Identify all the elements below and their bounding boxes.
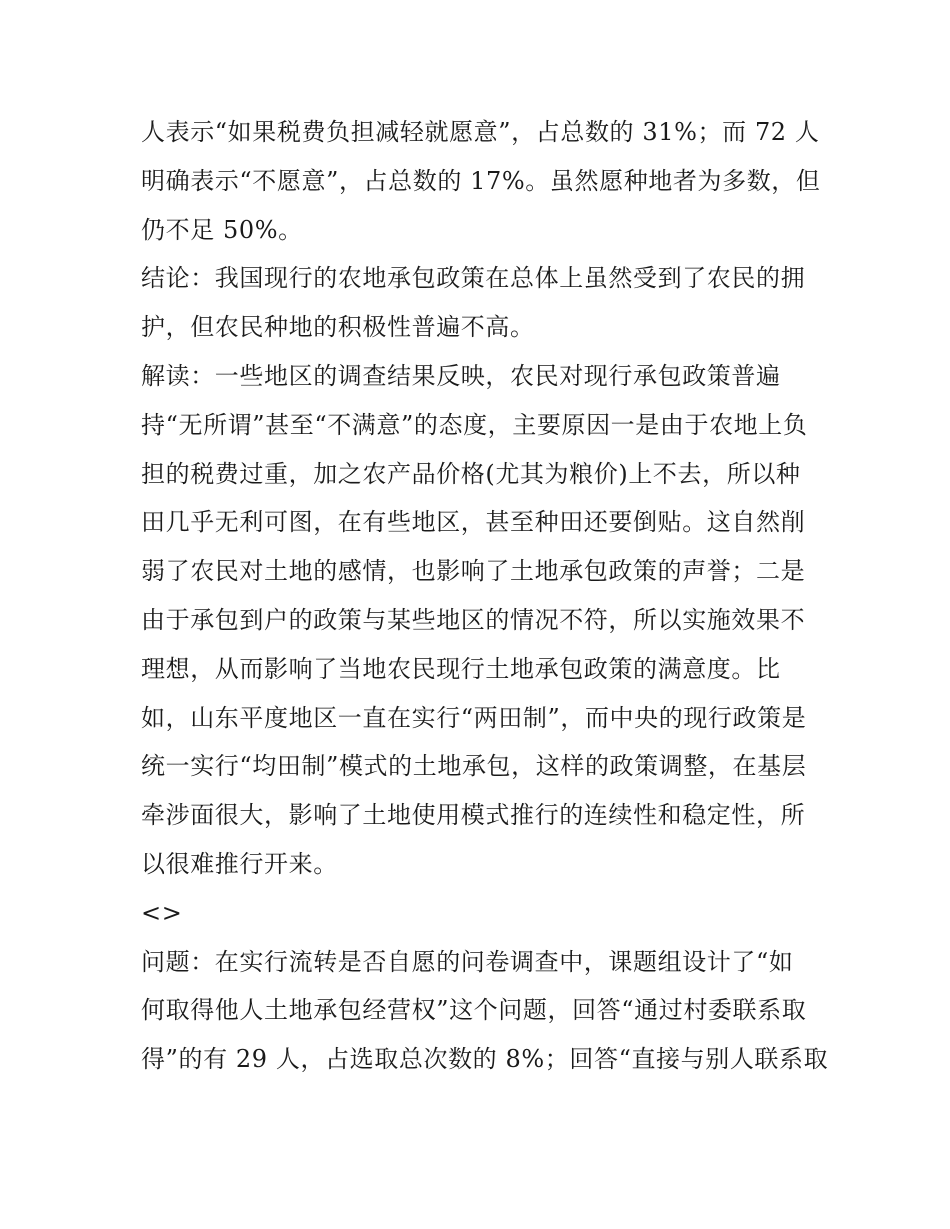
text-line: 田几乎无利可图，在有些地区，甚至种田还要倒贴。这自然削 [141, 508, 806, 537]
text-line: 明确表示“不愿意”，占总数的 17%。虽然愿种地者为多数，但 [141, 166, 821, 195]
text-line: 由于承包到户的政策与某些地区的情况不符，所以实施效果不 [141, 605, 806, 634]
text-line: 理想，从而影响了当地农民现行土地承包政策的满意度。比 [141, 654, 781, 683]
text-line: 何取得他人土地承包经营权”这个问题，回答“通过村委联系取 [141, 996, 807, 1025]
text-line: <> [141, 898, 183, 927]
text-line: 弱了农民对土地的感情，也影响了土地承包政策的声誉；二是 [141, 557, 806, 586]
text-line: 如，山东平度地区一直在实行“两田制”，而中央的现行政策是 [141, 703, 807, 732]
text-line: 仍不足 50%。 [141, 215, 303, 244]
text-line: 以很难推行开来。 [141, 849, 338, 878]
body-text [141, 108, 829, 1084]
text-line: 牵涉面很大，影响了土地使用模式推行的连续性和稳定性，所 [141, 801, 806, 830]
text-line: 担的税费过重，加之农产品价格(尤其为粮价)上不去，所以种 [141, 459, 801, 488]
text-line: 持“无所谓”甚至“不满意”的态度，主要原因一是由于农地上负 [141, 410, 808, 439]
text-line: 解读：一些地区的调查结果反映，农民对现行承包政策普遍 [141, 361, 781, 390]
text-line: 统一实行“均田制”模式的土地承包，这样的政策调整，在基层 [141, 752, 807, 781]
text-line: 得”的有 29 人，占选取总次数的 8%；回答“直接与别人联系取 [141, 1045, 829, 1074]
text-line: 问题：在实行流转是否自愿的问卷调查中，课题组设计了“如 [141, 947, 794, 976]
text-line: 护，但农民种地的积极性普遍不高。 [141, 313, 535, 342]
text-line: 结论：我国现行的农地承包政策在总体上虽然受到了农民的拥 [141, 264, 806, 293]
text-line: 人表示“如果税费负担减轻就愿意”，占总数的 31%；而 72 人 [141, 118, 820, 146]
